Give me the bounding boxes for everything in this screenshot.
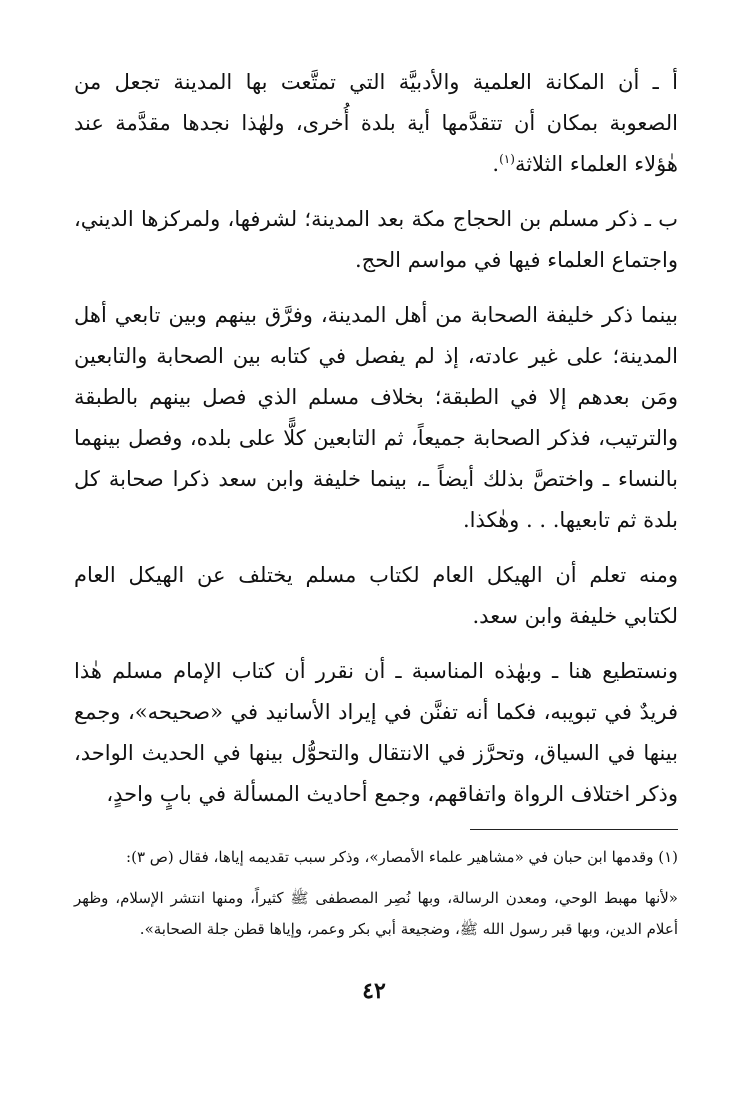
page-number: ٤٢	[362, 978, 386, 1004]
footnote-divider	[470, 829, 678, 830]
main-text	[74, 62, 678, 815]
footnote-1: (١) وقدمها ابن حبان في «مشاهير علماء الأمصار»، وذكر سبب تقديمه إياها، فقال (ص ٣):	[126, 848, 678, 866]
paragraph-3: بينما ذكر خليفة الصحابة من أهل المدينة، وفرَّق بينهم وبين تابعي أهل المدينة؛ على غير عادته، إذ لم يفصل في كتابه بين الصحابة والتابعين ومَن بعدهم إلا في الطبقة؛ بخلاف مسلم الذي فصل بينهم بالطبقة والترتيب، فذكر الصحابة جميعاً، ثم التابعين كلًّا على بلده، وفصل بينهما بالنساء ـ واختصَّ بذلك أيضاً ـ، بينما خليفة وابن سعد ذكرا صحابة كل بلدة ثم تابعيها. . . وهٰكذا.	[74, 303, 678, 532]
footnote-1-quote: «لأنها مهبط الوحي، ومعدن الرسالة، وبها نُصِر المصطفى ﷺ كثيراً، ومنها انتشر الإسلام، وظهر أعلام الدين، وبها قبر رسول الله ﷺ، وضجيعة أبي بكر وعمر، وإياها قطن جلة الصحابة».	[74, 889, 678, 938]
paragraph-2: ب ـ ذكر مسلم بن الحجاج مكة بعد المدينة؛ لشرفها، ولمركزها الديني، واجتماع العلماء فيها في مواسم الحج.	[74, 207, 678, 272]
paragraph-4: ومنه تعلم أن الهيكل العام لكتاب مسلم يختلف عن الهيكل العام لكتابي خليفة وابن سعد.	[74, 563, 678, 628]
paragraph-1-text: أ ـ أن المكانة العلمية والأدبيَّة التي تمتَّعت بها المدينة تجعل من الصعوبة بمكان أن تتقدَّمها أية بلدة أُخرى، ولهٰذا نجدها مقدَّمة عند هٰؤلاء العلماء الثلاثة	[74, 70, 678, 176]
book-page	[74, 62, 678, 955]
paragraph-1	[74, 62, 678, 185]
paragraph-5: ونستطيع هنا ـ وبهٰذه المناسبة ـ أن نقرر أن كتاب الإمام مسلم هٰذا فريدٌ في تبويبه، فكما أنه تفنَّن في إيراد الأسانيد في «صحيحه»، وجمع بينها في السياق، وتحرَّز في الانتقال والتحوُّل بينها في الحديث الواحد، وذكر اختلاف الرواة واتفاقهم، وجمع أحاديث المسألة في بابٍ واحدٍ،	[74, 659, 678, 806]
footnote-reference: (١)	[499, 152, 515, 166]
footnotes	[74, 842, 678, 945]
paragraph-1-end: .	[492, 152, 500, 176]
